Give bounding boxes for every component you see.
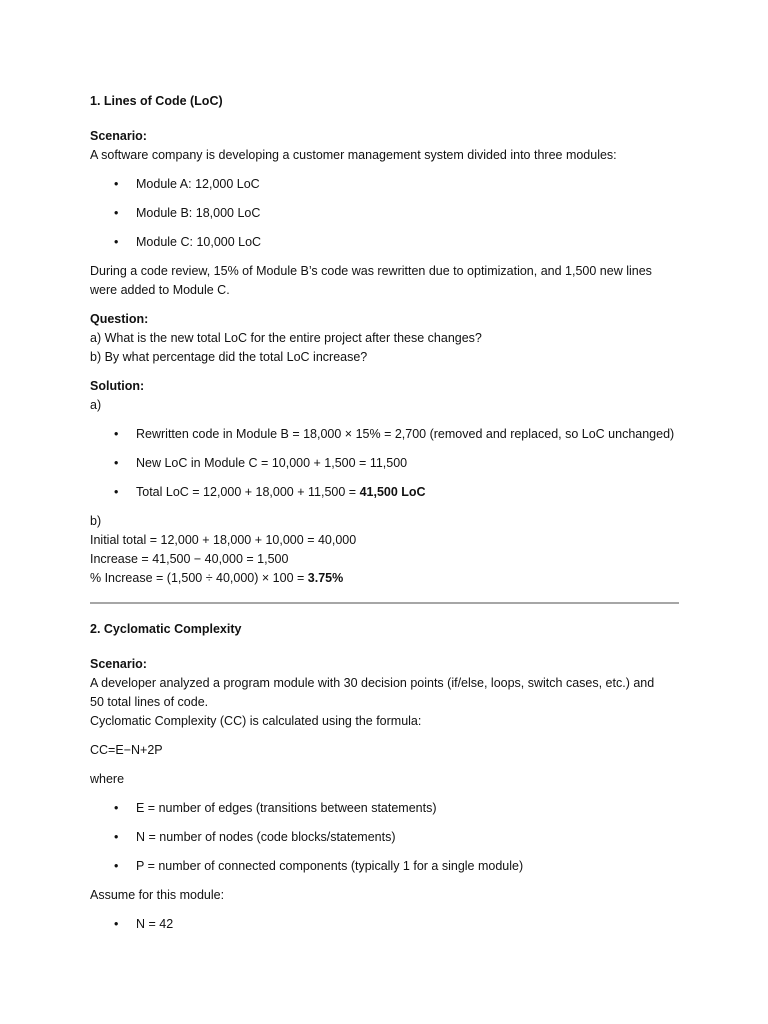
bullet-icon: •	[114, 427, 119, 441]
question-block	[90, 310, 690, 367]
percent-increase-text: % Increase = (1,500 ÷ 40,000) × 100 =	[90, 571, 308, 585]
solution-a-list	[90, 425, 690, 502]
list-item	[90, 828, 690, 847]
scenario-text: A developer analyzed a program module with 30 decision points (if/else, loops, switch cases, etc.) and	[90, 676, 655, 690]
list-item	[90, 175, 690, 194]
scenario-text: A software company is developing a customer management system divided into three modules:	[90, 148, 617, 162]
question-label: Question:	[90, 312, 149, 326]
section-1-scenario	[90, 127, 690, 165]
review-paragraph	[90, 262, 690, 300]
where-label: where	[90, 772, 125, 786]
solution-b-line: Increase = 41,500 − 40,000 = 1,500	[90, 552, 289, 566]
list-item-text: Module A: 12,000 LoC	[136, 177, 260, 191]
scenario-label: Scenario:	[90, 657, 147, 671]
bullet-icon: •	[114, 235, 119, 249]
list-item-text: N = number of nodes (code blocks/statements)	[136, 830, 396, 844]
solution-block	[90, 377, 690, 415]
question-a: a) What is the new total LoC for the entire project after these changes?	[90, 331, 482, 345]
list-item	[90, 483, 690, 502]
list-item	[90, 425, 690, 444]
list-item-text: Module C: 10,000 LoC	[136, 235, 262, 249]
section-2-scenario	[90, 655, 690, 731]
percent-increase-answer: 3.75%	[307, 571, 344, 585]
part-a-label: a)	[90, 398, 102, 412]
solution-b-block	[90, 512, 690, 588]
list-item	[90, 454, 690, 473]
section-divider	[90, 602, 679, 604]
list-item-text: Total LoC = 12,000 + 18,000 + 11,500 =	[136, 485, 360, 499]
formula: CC=E−N+2P	[90, 743, 163, 757]
bullet-icon: •	[114, 206, 119, 220]
review-text-line: During a code review, 15% of Module B’s code was rewritten due to optimization, and 1,500 new lines	[90, 264, 652, 278]
list-item-text: E = number of edges (transitions between statements)	[136, 801, 437, 815]
bullet-icon: •	[114, 801, 119, 815]
review-text-line: were added to Module C.	[90, 283, 230, 297]
solution-b-line	[90, 569, 690, 588]
scenario-text: Cyclomatic Complexity (CC) is calculated using the formula:	[90, 714, 422, 728]
scenario-text: 50 total lines of code.	[90, 695, 209, 709]
bullet-icon: •	[114, 830, 119, 844]
total-loc-answer: 41,500 LoC	[359, 485, 426, 499]
module-list	[90, 175, 690, 252]
document-page	[90, 92, 690, 944]
definitions-list	[90, 799, 690, 876]
bullet-icon: •	[114, 485, 119, 499]
solution-label: Solution:	[90, 379, 145, 393]
list-item	[90, 915, 690, 934]
bullet-icon: •	[114, 177, 119, 191]
section-2-heading: 2. Cyclomatic Complexity	[90, 622, 242, 636]
section-1-heading: 1. Lines of Code (LoC)	[90, 94, 223, 108]
list-item	[90, 799, 690, 818]
list-item	[90, 857, 690, 876]
list-item	[90, 204, 690, 223]
solution-b-line: Initial total = 12,000 + 18,000 + 10,000 = 40,000	[90, 533, 357, 547]
assumptions-list	[90, 915, 690, 934]
bullet-icon: •	[114, 859, 119, 873]
question-b: b) By what percentage did the total LoC increase?	[90, 350, 368, 364]
list-item-text: Module B: 18,000 LoC	[136, 206, 261, 220]
list-item-text: N = 42	[136, 917, 174, 931]
list-item	[90, 233, 690, 252]
list-item-text: New LoC in Module C = 10,000 + 1,500 = 11,500	[136, 456, 408, 470]
list-item-text: P = number of connected components (typically 1 for a single module)	[136, 859, 524, 873]
part-b-label: b)	[90, 514, 102, 528]
list-item-text: Rewritten code in Module B = 18,000 × 15% = 2,700 (removed and replaced, so LoC unchanged)	[136, 427, 675, 441]
bullet-icon: •	[114, 917, 119, 931]
assume-label: Assume for this module:	[90, 888, 225, 902]
bullet-icon: •	[114, 456, 119, 470]
scenario-label: Scenario:	[90, 129, 147, 143]
